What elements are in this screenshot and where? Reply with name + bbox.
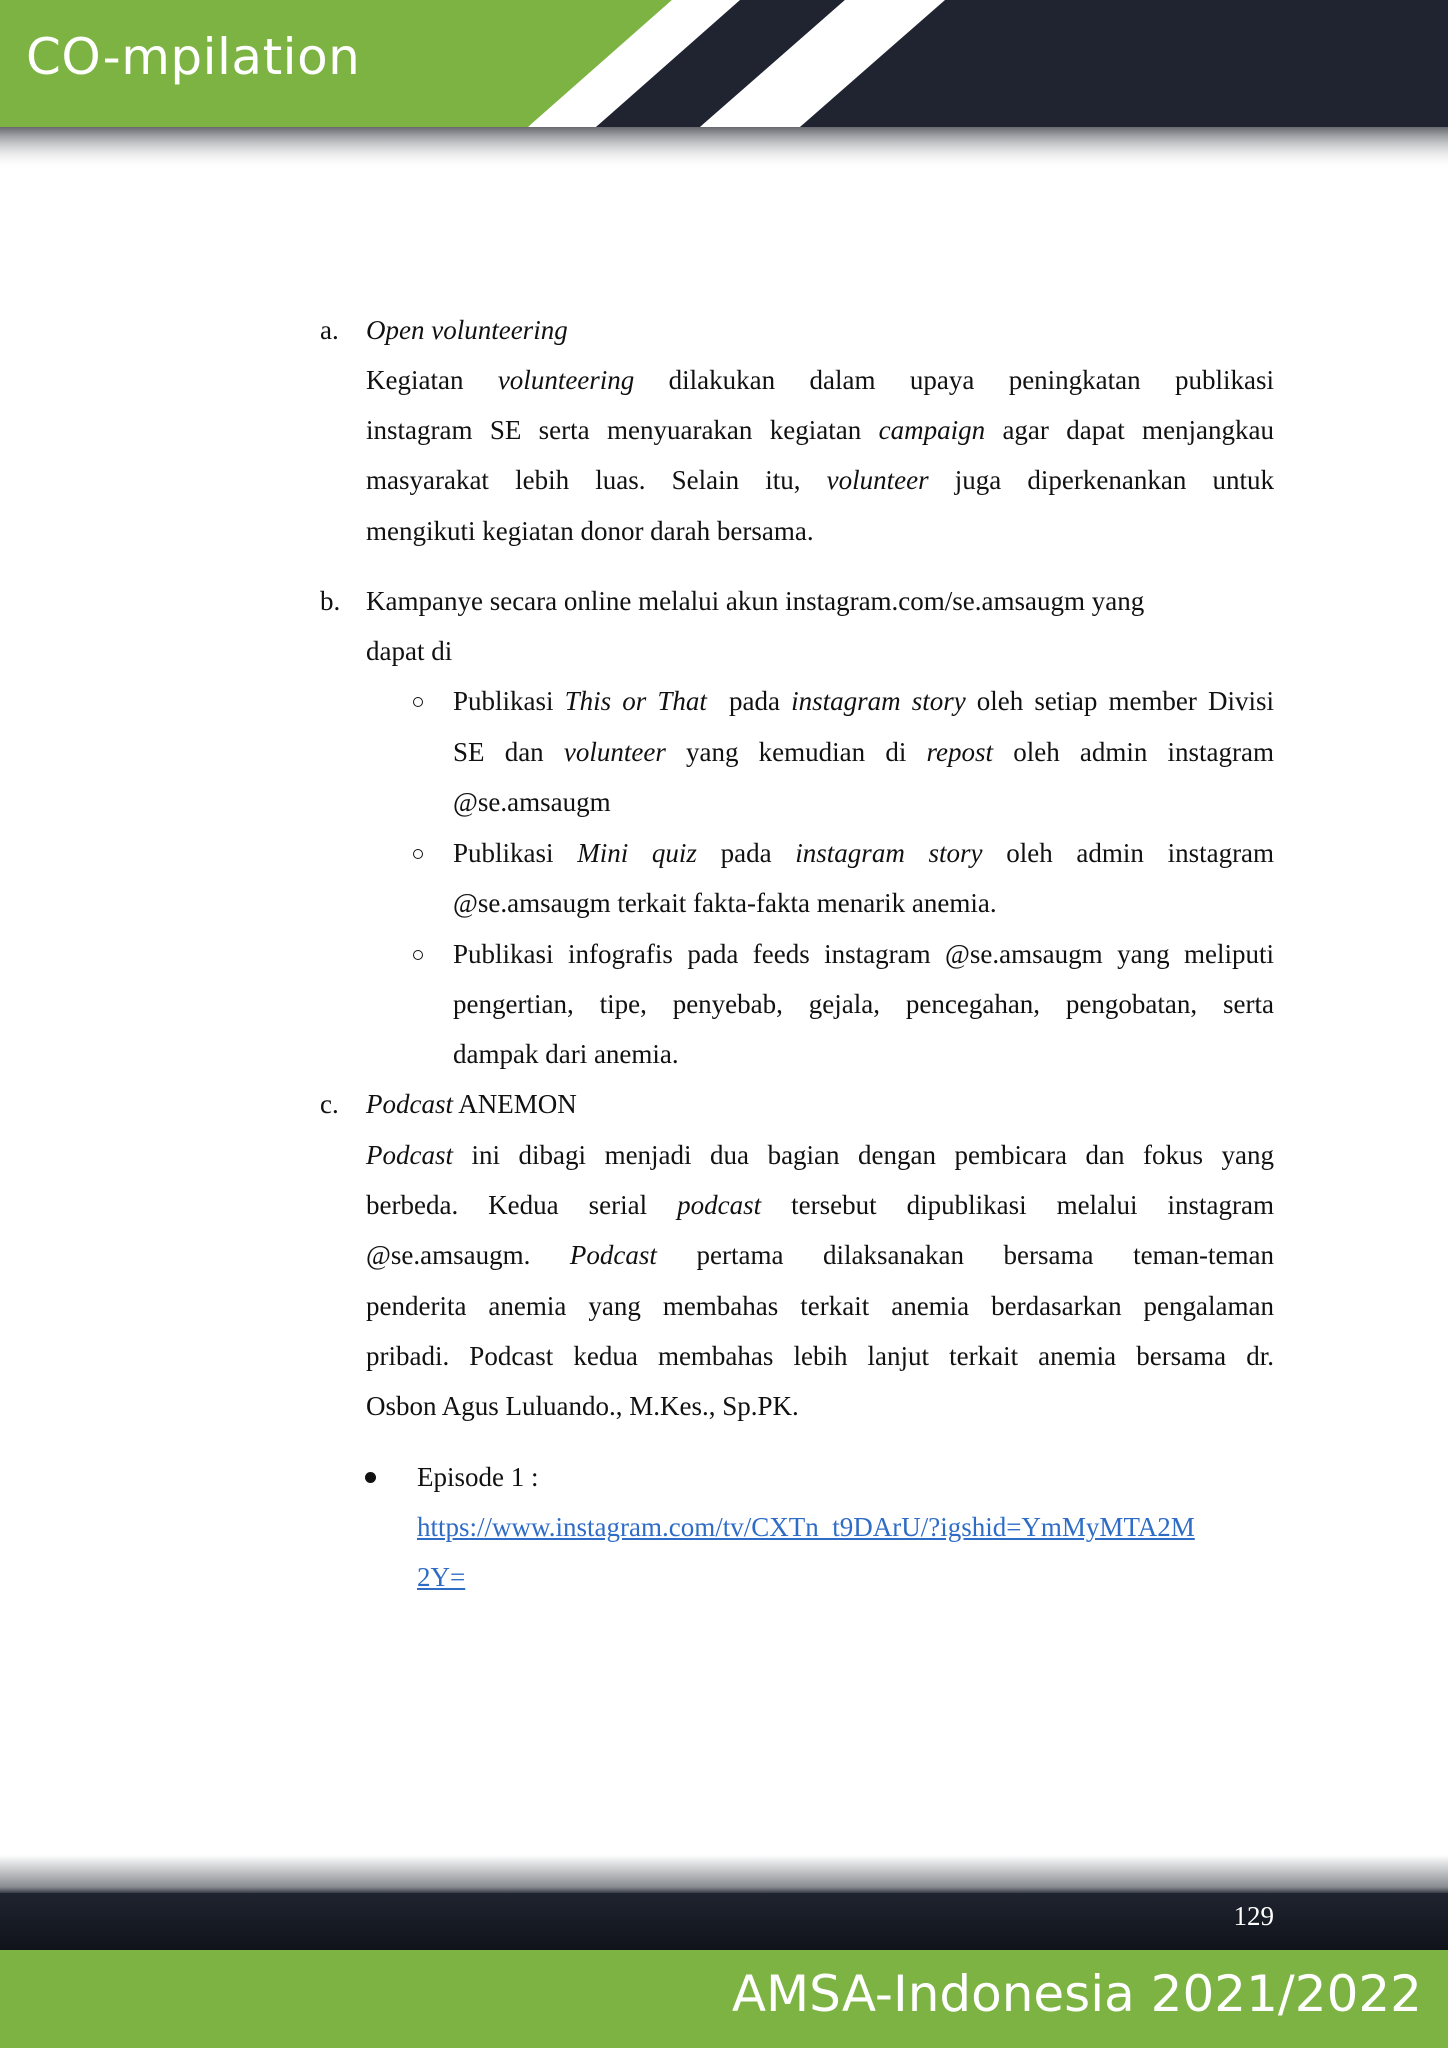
list-item: Publikasi Mini quiz pada instagram story oleh admin instagram — [453, 838, 1275, 868]
bullet-circle-icon — [413, 950, 423, 960]
paragraph-line: berbeda. Kedua serial podcast tersebut dipublikasi melalui instagram — [366, 1190, 1275, 1220]
footer-org-year: AMSA-Indonesia 2021/2022 — [731, 1965, 1422, 2023]
footer-banner — [0, 1855, 1448, 2048]
paragraph-line: Kegiatan volunteering dilakukan dalam upaya peningkatan publikasi — [366, 365, 1275, 395]
paragraph-line: Osbon Agus Luluando., M.Kes., Sp.PK. — [366, 1391, 799, 1421]
paragraph-line: masyarakat lebih luas. Selain itu, volunteer juga diperkenankan untuk — [366, 465, 1275, 495]
list-item-line: pengertian, tipe, penyebab, gejala, pencegahan, pengobatan, serta — [453, 989, 1274, 1019]
list-item-line: @se.amsaugm — [453, 787, 611, 817]
paragraph-line: Kampanye secara online melalui akun instagram.com/se.amsaugm yang — [366, 586, 1145, 616]
list-item-line: @se.amsaugm terkait fakta-fakta menarik anemia. — [453, 888, 997, 918]
list-item: Publikasi infografis pada feeds instagram @se.amsaugm yang meliputi — [453, 939, 1274, 969]
heading-open-volunteering: Open volunteering — [366, 315, 568, 345]
paragraph-line: mengikuti kegiatan donor darah bersama. — [366, 516, 814, 546]
page-number: 129 — [1233, 1901, 1274, 1931]
list-marker-c: c. — [320, 1089, 339, 1119]
list-marker-b: b. — [320, 586, 341, 616]
bullet-circle-icon — [413, 697, 423, 707]
paragraph-line: @se.amsaugm. Podcast pertama dilaksanakan bersama teman-teman — [366, 1240, 1275, 1270]
header-title: CO-mpilation — [26, 28, 361, 86]
paragraph-line: Podcast ini dibagi menjadi dua bagian dengan pembicara dan fokus yang — [366, 1140, 1275, 1170]
paragraph-line: pribadi. Podcast kedua membahas lebih lanjut terkait anemia bersama dr. — [366, 1341, 1274, 1371]
list-marker-a: a. — [320, 315, 339, 345]
list-item: Publikasi This or That pada instagram story oleh setiap member Divisi — [453, 686, 1275, 716]
paragraph-line: dapat di — [366, 636, 453, 666]
episode-link-line-1[interactable]: https://www.instagram.com/tv/CXTn_t9DArU/?igshid=YmMyMTA2M — [417, 1512, 1195, 1542]
bullet-circle-icon — [413, 849, 423, 859]
paragraph-line: instagram SE serta menyuarakan kegiatan campaign agar dapat menjangkau — [366, 415, 1275, 445]
heading-podcast-anemon: Podcast ANEMON — [366, 1089, 577, 1119]
paragraph-line: penderita anemia yang membahas terkait anemia berdasarkan pengalaman — [366, 1291, 1274, 1321]
list-item-line: dampak dari anemia. — [453, 1039, 679, 1069]
episode-link[interactable] — [417, 1510, 1195, 1544]
footer-dark-band — [0, 1893, 1448, 1950]
episode-label: Episode 1 : — [417, 1462, 539, 1492]
episode-link-line-2[interactable]: 2Y= — [417, 1562, 466, 1592]
bullet-dot-icon — [365, 1472, 376, 1483]
footer-shadow — [0, 1855, 1448, 1895]
list-item-line: SE dan volunteer yang kemudian di repost oleh admin instagram — [453, 737, 1275, 767]
episode-link[interactable] — [417, 1560, 465, 1594]
